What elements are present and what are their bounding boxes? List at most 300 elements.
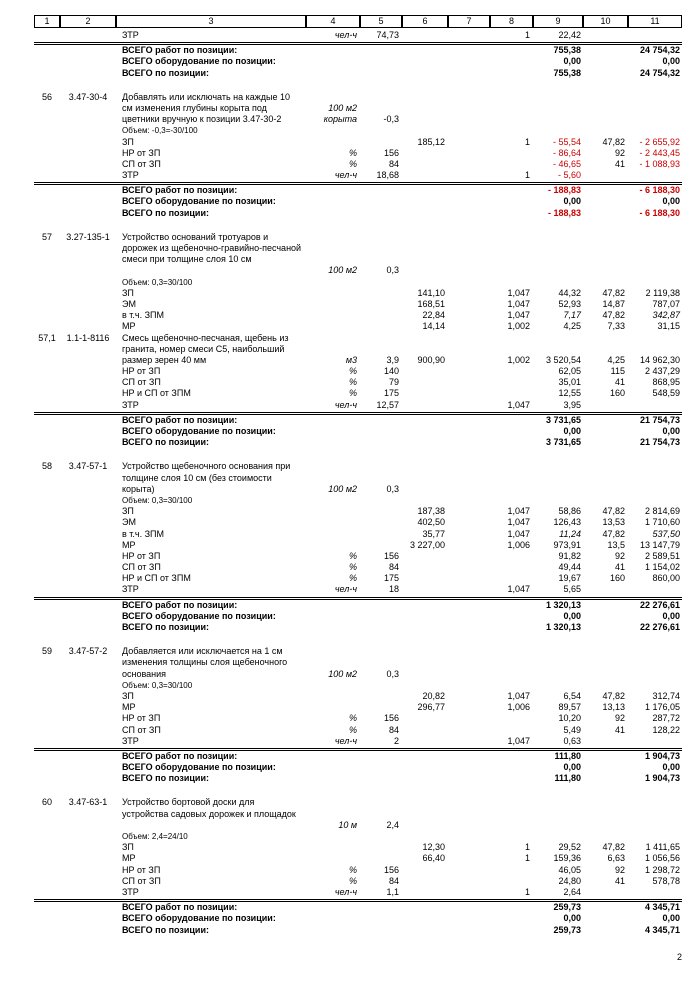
cell-col-3: ЭМ [122,517,136,528]
cell-col-11: 860,00 [652,573,680,584]
cell-col-8 [490,657,533,668]
cell-col-4 [306,415,360,426]
cell-col-3: Объем: 0,3=30/100 [122,277,193,287]
cell-col-2: 3.47-57-2 [68,646,108,657]
cell-col-4: чел-ч [334,30,357,40]
cell-col-4 [306,517,360,528]
cell-col-10 [583,484,628,495]
table-row [34,30,682,41]
cell-col-6 [402,170,448,181]
cell-col-5 [360,831,402,842]
cell-col-1 [34,30,60,41]
cell-col-3: СП от ЗП [122,377,161,388]
table-row [34,377,682,388]
cell-col-5 [360,103,402,114]
column-number-header: 6 [402,15,448,28]
cell-col-11: 1 056,56 [644,853,680,864]
cell-col-1: 57 [41,231,52,242]
cell-col-6 [402,725,448,736]
cell-col-1 [34,400,60,411]
cell-col-2 [60,762,116,773]
cell-col-9: 3 520,54 [545,354,581,365]
cell-col-7 [448,842,490,853]
cell-col-11 [628,254,682,265]
cell-col-10: 14,87 [602,298,625,309]
cell-col-1 [34,773,60,784]
cell-col-10 [583,797,628,808]
cell-col-4: чел-ч [334,170,357,181]
cell-col-7 [448,103,490,114]
cell-col-11 [628,114,682,125]
cell-col-1 [34,277,60,288]
table-row [34,669,682,680]
cell-col-8 [490,797,533,808]
cell-col-10 [583,495,628,506]
cell-col-3: Объем: -0,3=-30/100 [122,126,198,136]
position-section [34,92,682,219]
cell-col-2 [60,484,116,495]
cell-col-8 [490,344,533,355]
cell-col-7 [448,114,490,125]
cell-col-3: смеси при толщине слоя 10 см [122,254,252,265]
cell-col-3: ВСЕГО работ по позиции: [122,185,238,196]
cell-col-4: % [348,158,357,169]
cell-col-10 [583,196,628,207]
cell-col-1 [34,657,60,668]
cell-col-10: 41 [614,377,625,388]
cell-col-1 [34,529,60,540]
cell-col-8 [490,551,533,562]
cell-col-11: 0,00 [662,913,680,924]
cell-col-8 [490,254,533,265]
cell-col-7 [448,125,490,136]
cell-col-9: 259,73 [553,902,581,913]
cell-col-1 [34,495,60,506]
cell-col-6 [402,185,448,196]
cell-col-11 [628,232,682,243]
cell-col-6 [402,713,448,724]
cell-col-3: Добавляется или исключается на 1 см [122,646,283,657]
total-row [34,426,682,437]
cell-col-4 [306,853,360,864]
cell-col-3: ВСЕГО по позиции: [122,773,209,784]
cell-col-2 [60,913,116,924]
cell-col-2 [60,820,116,831]
cell-col-2 [60,68,116,79]
cell-col-11 [628,243,682,254]
cell-col-8: 1,047 [507,584,530,595]
cell-col-4: % [348,562,357,573]
cell-col-7 [448,299,490,310]
cell-col-9: 11,24 [559,528,581,539]
cell-col-9: 5,49 [563,724,581,735]
cell-col-10: 92 [614,713,625,724]
cell-col-7 [448,288,490,299]
column-number-header: 2 [60,15,116,28]
cell-col-8: 1 [524,30,530,40]
cell-col-2: 3.47-57-1 [68,461,108,472]
cell-col-6: 20,82 [422,690,445,701]
cell-col-4 [306,299,360,310]
cell-col-10 [583,657,628,668]
cell-col-2 [60,876,116,887]
cell-col-6 [402,377,448,388]
cell-col-4: % [348,388,357,399]
cell-col-3: Устройство щебеночного основания при [122,461,291,472]
cell-col-5: 84 [388,724,399,735]
table-row [34,713,682,724]
table-row [34,103,682,114]
cell-col-7 [448,426,490,437]
cell-col-8 [490,713,533,724]
cell-col-5 [360,913,402,924]
table-row [34,148,682,159]
cell-col-2 [60,265,116,276]
cell-col-1 [34,170,60,181]
cell-col-2 [60,400,116,411]
cell-col-5: 12,57 [376,399,399,410]
cell-col-6 [402,831,448,842]
cell-col-10 [583,751,628,762]
cell-col-10 [583,208,628,219]
cell-col-5 [360,333,402,344]
cell-col-11: - 2 655,92 [639,136,680,147]
cell-col-1 [34,702,60,713]
cell-col-9: 49,44 [558,562,581,573]
cell-col-10 [583,400,628,411]
cell-col-5: 84 [388,158,399,169]
cell-col-1 [34,853,60,864]
cell-col-3: корыта) [122,483,155,494]
cell-col-4: 100 м2 [328,668,357,679]
table-row [34,321,682,332]
cell-col-10: 47,82 [602,136,625,147]
cell-col-10 [583,736,628,747]
cell-col-3: Объем: 0,3=30/100 [122,495,193,505]
cell-col-8 [490,646,533,657]
cell-col-2 [60,751,116,762]
cell-col-8 [490,185,533,196]
cell-col-6 [402,736,448,747]
cell-col-10: 92 [614,864,625,875]
cell-col-3: ЗТР [122,735,139,746]
cell-col-11: 21 754,73 [639,414,680,425]
cell-col-3: Смесь щебеночно-песчаная, щебень из [122,332,289,343]
cell-col-11: 22 276,61 [639,622,680,632]
cell-col-5 [360,232,402,243]
cell-col-11 [628,103,682,114]
cell-col-11: 0,00 [662,762,680,773]
cell-col-10: 47,82 [602,287,625,298]
cell-col-5: 3,9 [386,354,399,365]
cell-col-1 [34,831,60,842]
cell-col-6 [402,773,448,784]
cell-col-10 [583,68,628,79]
cell-col-5 [360,751,402,762]
cell-col-2 [60,288,116,299]
cell-col-10: 41 [614,562,625,573]
cell-col-9 [533,114,583,125]
cell-col-8 [490,925,533,936]
cell-col-11: 13 147,79 [639,539,680,550]
cell-col-4: % [348,550,357,561]
table-row [34,355,682,366]
cell-col-8: 1 [524,853,530,864]
cell-col-9: 0,00 [563,196,581,207]
cell-col-3: размер зерен 40 мм [122,354,207,365]
column-number-header: 8 [490,15,533,28]
cell-col-10 [583,185,628,196]
cell-col-11: 1 904,73 [644,750,680,761]
cell-col-6 [402,622,448,633]
column-number-header: 9 [533,15,583,28]
table-row [34,842,682,853]
cell-col-2 [60,114,116,125]
cell-col-10 [583,254,628,265]
cell-col-8: 1,047 [507,298,530,309]
cell-col-2 [60,388,116,399]
cell-col-6 [402,56,448,67]
cell-col-1 [34,762,60,773]
cell-col-3: ВСЕГО оборудование по позиции: [122,610,276,621]
cell-col-6 [402,277,448,288]
cell-col-9: 44,32 [558,287,581,298]
cell-col-7 [448,170,490,181]
cell-col-7 [448,208,490,219]
cell-col-6 [402,865,448,876]
cell-col-5 [360,461,402,472]
cell-col-2 [60,865,116,876]
cell-col-9: 111,80 [554,773,581,784]
cell-col-9: - 86,64 [552,147,581,158]
cell-col-7 [448,646,490,657]
table-row [34,573,682,584]
cell-col-1 [34,366,60,377]
table-row [34,691,682,702]
cell-col-9: - 46,65 [552,158,581,169]
cell-col-11 [628,170,682,181]
cell-col-9: 0,63 [563,735,581,746]
cell-col-1 [34,913,60,924]
table-row [34,484,682,495]
cell-col-6: 141,10 [417,287,445,298]
cell-col-5 [360,196,402,207]
cell-col-6: 14,14 [422,321,445,332]
cell-col-6 [402,232,448,243]
cell-col-3: ЗП [122,136,134,147]
cell-col-7 [448,797,490,808]
cell-col-7 [448,159,490,170]
cell-col-8 [490,461,533,472]
cell-col-5: 18 [388,584,399,595]
cell-col-5 [360,762,402,773]
cell-col-11 [628,669,682,680]
cell-col-3: устройства садовых дорожек и площадок [122,808,296,819]
cell-col-5 [360,185,402,196]
cell-col-6: 12,30 [422,842,445,853]
cell-col-10 [583,415,628,426]
cell-col-4: корыта [323,114,357,125]
cell-col-11 [628,495,682,506]
cell-col-8: 1,047 [507,690,530,701]
cell-col-9 [533,809,583,820]
cell-col-2 [60,310,116,321]
cell-col-10 [583,114,628,125]
cell-col-1 [34,321,60,332]
cell-col-1 [34,876,60,887]
cell-col-11 [628,646,682,657]
cell-col-10 [583,611,628,622]
cell-col-6 [402,495,448,506]
cell-col-3: в т.ч. ЗПМ [122,310,164,321]
cell-col-2 [60,170,116,181]
cell-col-6: 187,38 [417,506,445,517]
table-row [34,461,682,472]
cell-col-4 [306,92,360,103]
cell-col-7 [448,355,490,366]
cell-col-2 [60,148,116,159]
cell-col-6 [402,208,448,219]
cell-col-8: 1,006 [507,539,530,550]
cell-col-9: 19,67 [558,573,581,584]
cell-col-8: 1 [524,170,530,181]
cell-col-2 [60,56,116,67]
cell-col-7 [448,551,490,562]
cell-col-6: 168,51 [417,298,445,309]
cell-col-1 [34,551,60,562]
cell-col-4: % [348,573,357,584]
cell-col-2 [60,344,116,355]
estimate-table [34,15,682,936]
cell-col-11: 2 814,69 [644,506,680,517]
cell-col-11: 0,00 [662,56,680,67]
cell-col-1 [34,820,60,831]
cell-col-7 [448,600,490,611]
cell-col-7 [448,540,490,551]
table-row [34,170,682,181]
cell-col-4 [306,925,360,936]
cell-col-8 [490,865,533,876]
cell-col-7 [448,925,490,936]
cell-col-10: 92 [614,147,625,158]
cell-col-5 [360,92,402,103]
cell-col-10 [583,45,628,56]
cell-col-11: 128,22 [652,724,680,735]
cell-col-8 [490,333,533,344]
cell-col-9 [533,797,583,808]
cell-col-7 [448,725,490,736]
cell-col-11: 2 437,29 [644,366,680,377]
table-row [34,92,682,103]
cell-col-7 [448,232,490,243]
cell-col-6 [402,68,448,79]
cell-col-5 [360,288,402,299]
cell-col-8: 1,006 [507,702,530,713]
cell-col-1 [34,725,60,736]
total-row [34,902,682,913]
cell-col-10: 41 [614,724,625,735]
cell-col-1 [34,809,60,820]
cell-col-6 [402,680,448,691]
cell-col-9: 126,43 [553,517,581,528]
cell-col-6 [402,902,448,913]
cell-col-1 [34,137,60,148]
cell-col-5: 175 [383,388,399,399]
cell-col-8 [490,876,533,887]
cell-col-10 [583,243,628,254]
cell-col-4 [306,506,360,517]
cell-col-7 [448,265,490,276]
cell-col-9: - 188,83 [547,185,581,196]
total-row [34,600,682,611]
cell-col-11: 787,07 [652,298,680,309]
table-header-row [34,15,682,28]
cell-col-4 [306,68,360,79]
total-row [34,611,682,622]
cell-col-1 [34,540,60,551]
cell-col-9 [533,461,583,472]
table-row [34,562,682,573]
cell-col-8 [490,415,533,426]
cell-col-4 [306,254,360,265]
cell-col-4 [306,762,360,773]
cell-col-7 [448,277,490,288]
cell-col-5 [360,125,402,136]
cell-col-11 [628,125,682,136]
cell-col-11: 1 904,73 [644,773,680,784]
cell-col-7 [448,680,490,691]
cell-col-1 [34,517,60,528]
cell-col-5 [360,657,402,668]
cell-col-11: - 6 188,30 [639,185,680,196]
cell-col-3 [116,265,306,276]
total-row [34,437,682,448]
cell-col-5: 140 [383,366,399,377]
cell-col-8 [490,773,533,784]
cell-col-5 [360,45,402,56]
table-row [34,853,682,864]
table-row [34,400,682,411]
cell-col-4 [306,657,360,668]
cell-col-11: 0,00 [662,196,680,207]
cell-col-3: НР от ЗП [122,550,161,561]
cell-col-7 [448,321,490,332]
cell-col-1: 57,1 [38,332,56,343]
cell-col-3: МР [122,321,136,332]
cell-col-4 [306,622,360,633]
cell-col-11: 578,78 [652,875,680,886]
cell-col-3: СП от ЗП [122,724,161,735]
cell-col-2 [60,925,116,936]
cell-col-6: 402,50 [417,517,445,528]
cell-col-5: 74,73 [376,30,399,40]
cell-col-9 [533,254,583,265]
cell-col-6: 3 227,00 [409,539,445,550]
cell-col-5 [360,925,402,936]
cell-col-3: ВСЕГО по позиции: [122,924,209,935]
cell-col-11: 537,50 [652,528,680,539]
cell-col-4: 100 м2 [328,102,357,113]
cell-col-10 [583,600,628,611]
cell-col-6 [402,584,448,595]
cell-col-2 [60,415,116,426]
cell-col-2 [60,529,116,540]
cell-col-11: 22 276,61 [639,599,680,610]
cell-col-7 [448,562,490,573]
cell-col-9: 10,20 [558,713,581,724]
cell-col-11: 0,00 [662,426,680,436]
cell-col-11 [628,344,682,355]
